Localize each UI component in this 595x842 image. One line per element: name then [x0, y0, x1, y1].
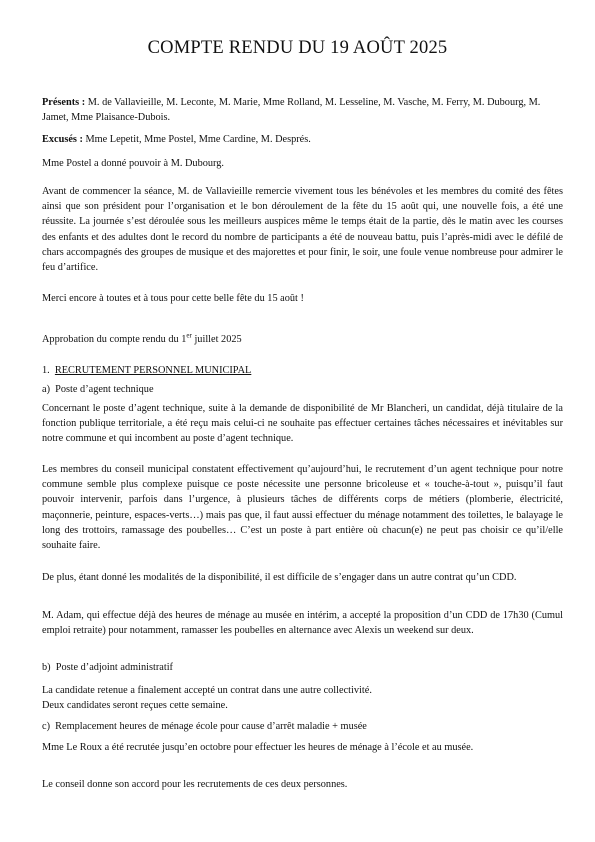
subsection-b-title: Poste d’adjoint administratif — [55, 662, 173, 673]
subsection-b-heading — [42, 660, 563, 675]
approbation-text: Approbation du compte rendu du 1 — [42, 334, 187, 345]
section-1-title: RECRUTEMENT PERSONNEL MUNICIPAL — [54, 365, 252, 376]
subsection-c-title: Remplacement heures de ménage école pour cause d’arrêt maladie + musée — [55, 721, 367, 732]
presents-label: Présents : — [42, 97, 86, 108]
intro-paragraph: Avant de commencer la séance, M. de Vallavieille remercie vivement tous les bénévoles et les membres du comité des fêtes ainsi que son président pour l’organisation et le bon déroulement de la fête du 15 août qui, une nouvelle fois, a été une réussite. La journée s’est déroulée sous les meilleurs auspices même le temps était de la partie, dès le matin avec les courses des enfants et des adultes dont le record du nombre de participants a été de nouveau battu, puis l’après-midi avec le défilé de chars accompagnés des groupes de musique et des majorettes et pour finir, le soir, une foule venue nombreuse pour admirer le feu d’artifice. — [42, 186, 563, 274]
subsection-c-paragraph-2: Le conseil donne son accord pour les recrutements de ces deux personnes. — [42, 779, 348, 790]
section-1-heading — [42, 363, 563, 378]
subsection-a-paragraph-1: Concernant le poste d’agent technique, suite à la demande de disponibilité de Mr Blancheri, un candidat, déjà titulaire de la fonction publique territoriale, a été reçu mais celui-ci ne souhaite pas effectuer certaines tâches nécessaires et inévitables sur notre commune et qui incombent au poste d’agent technique. — [42, 403, 563, 445]
page-title: COMPTE RENDU DU 19 AOÛT 2025 — [147, 38, 448, 58]
subsection-b-paragraph-1: La candidate retenue a finalement accepté un contrat dans une autre collectivité. — [42, 685, 372, 696]
subsection-a-letter: a) — [42, 384, 50, 395]
approbation-sup: er — [186, 331, 192, 340]
subsection-b-paragraph-2: Deux candidates seront reçues cette semaine. — [42, 700, 228, 711]
subsection-a-paragraph-3: De plus, étant donné les modalités de la disponibilité, il est difficile de s’engager dans un autre contrat qu’un CDD. — [42, 572, 517, 583]
subsection-c-paragraph-1: Mme Le Roux a été recrutée jusqu’en octobre pour effectuer les heures de ménage à l’école et au musée. — [42, 742, 474, 753]
merci-paragraph: Merci encore à toutes et à tous pour cette belle fête du 15 août ! — [42, 293, 304, 304]
excuses-label: Excusés : — [42, 134, 83, 145]
subsection-c-heading — [42, 719, 563, 734]
approbation-date: juillet 2025 — [191, 334, 242, 345]
approbation-paragraph — [42, 332, 563, 347]
pouvoir-paragraph: Mme Postel a donné pouvoir à M. Dubourg. — [42, 158, 224, 169]
presents-paragraph — [42, 95, 563, 125]
subsection-a-heading — [42, 382, 563, 397]
subsection-c-letter: c) — [42, 721, 50, 732]
subsection-a-paragraph-4: M. Adam, qui effectue déjà des heures de ménage au musée en intérim, a accepté la proposition d’un CDD de 17h30 (Cumul emploi retraite) pour notamment, ramasser les poubelles en alternance avec Alexis un weekend sur deux. — [42, 610, 563, 637]
section-1-number: 1. — [42, 365, 50, 376]
subsection-a-paragraph-2: Les membres du conseil municipal constatent effectivement qu’aujourd’hui, le recrutement d’un agent technique pour notre commune semble plus complexe puisque ce poste nécessite une personne bricoleuse et « touche-à-tout », puisqu’il faut pouvoir intervenir, parfois dans l’urgence, à plusieurs tâches de différents corps de métiers (plomberie, électricité, maçonnerie, peinture, espaces-verts…) mais pas que, il faut aussi effectuer du ménage notamment des toilettes, le balayage le long des trottoirs, ramassage des poubelles… C’est un poste à part entière où chacun(e) ne peut pas choisir ce qu’il/elle souhaite faire. — [42, 464, 563, 552]
excuses-paragraph — [42, 132, 563, 147]
excuses-list: Mme Lepetit, Mme Postel, Mme Cardine, M. Després. — [82, 134, 311, 145]
presents-list: M. de Vallavieille, M. Leconte, M. Marie, Mme Rolland, M. Lesseline, M. Vasche, M. Ferry, M. Dubourg, M. Jamet, Mme Plaisance-Dubois. — [42, 97, 541, 124]
subsection-a-title: Poste d’agent technique — [55, 384, 154, 395]
subsection-b-letter: b) — [42, 662, 51, 673]
